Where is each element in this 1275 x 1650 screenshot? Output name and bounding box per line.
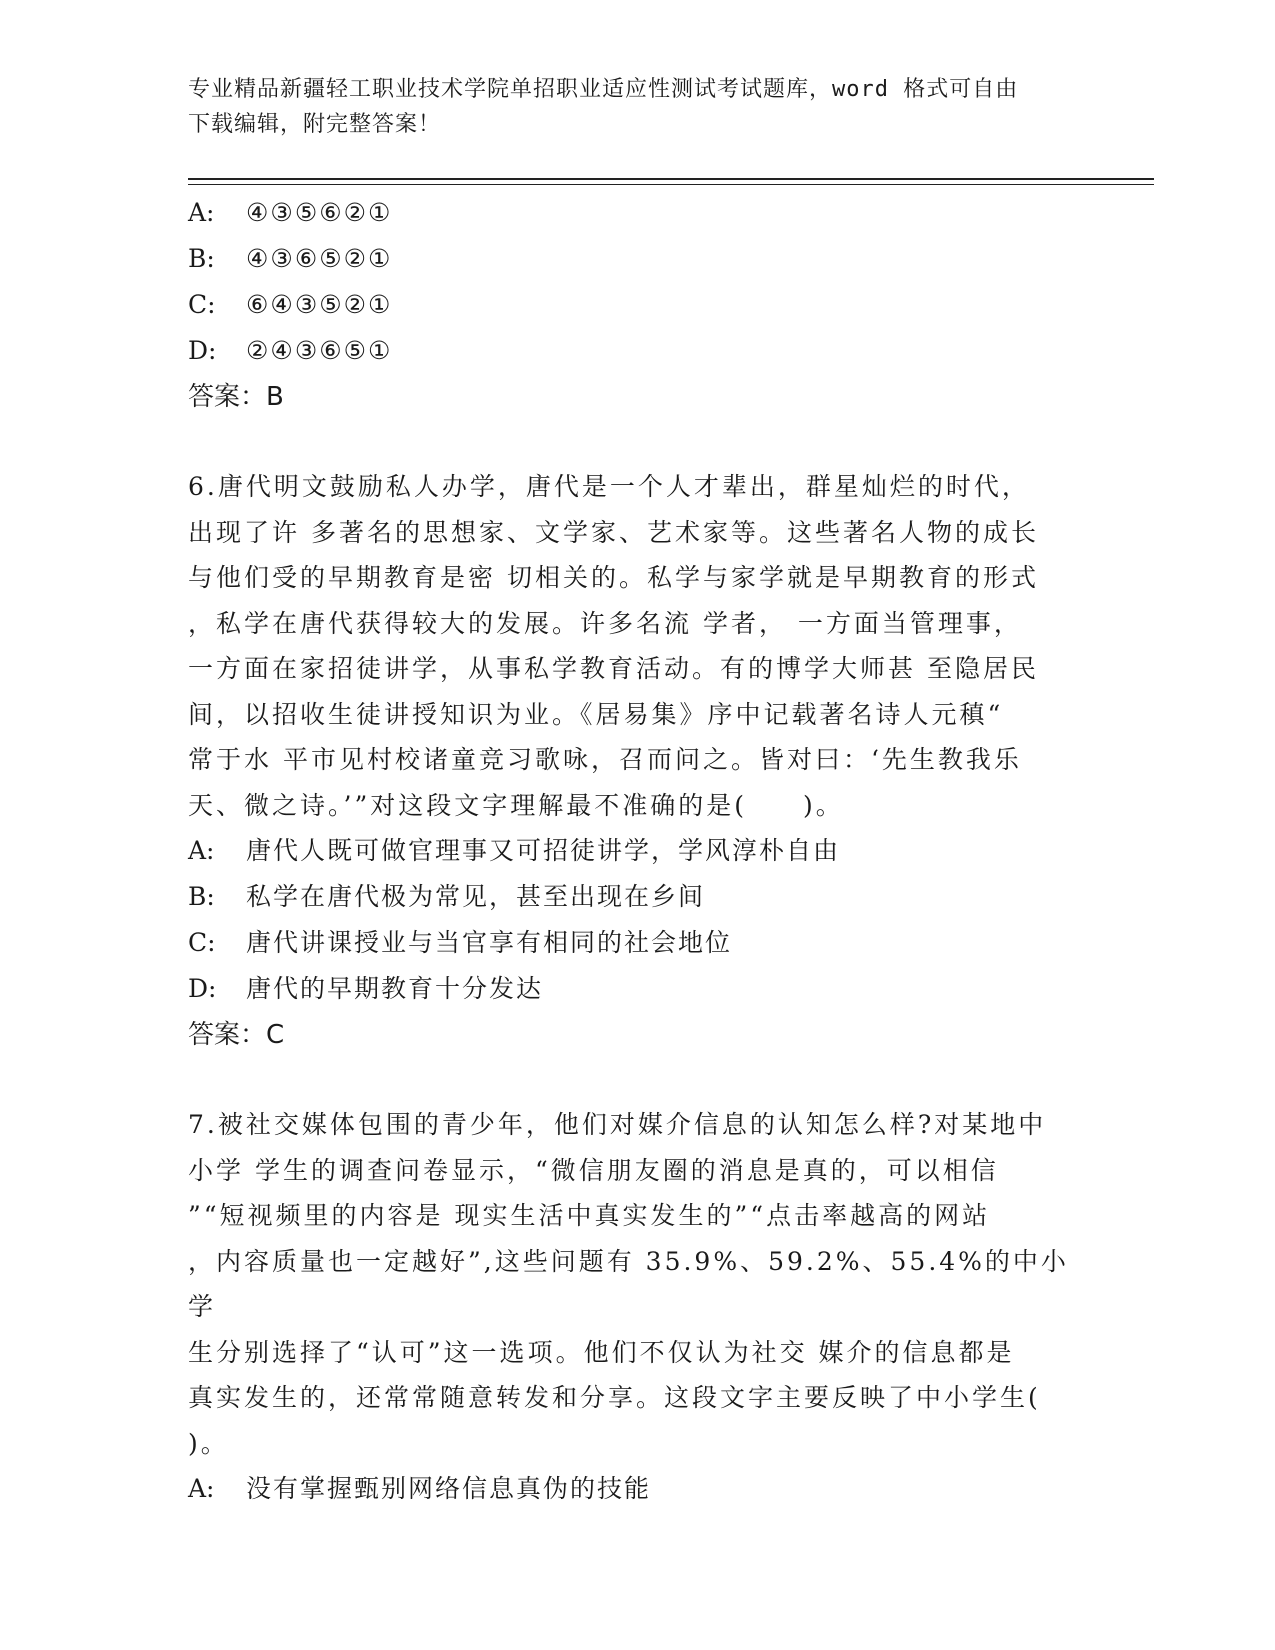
header-line-2: 下载编辑，附完整答案！ bbox=[188, 112, 442, 137]
answer-line: 答案：B bbox=[188, 382, 284, 412]
stem-line: 7.被社交媒体包围的青少年，他们对媒介信息的认知怎么样?对某地中 bbox=[188, 1110, 1047, 1139]
header-rule-thick bbox=[188, 178, 1154, 180]
option-a bbox=[188, 828, 1078, 874]
option-text: ④③⑤⑥②① bbox=[246, 198, 393, 227]
option-text: 私学在唐代极为常见，甚至出现在乡间 bbox=[246, 882, 706, 911]
option-text: 没有掌握甄别网络信息真伪的技能 bbox=[246, 1474, 652, 1503]
question-5-options bbox=[188, 190, 1078, 420]
option-key: A: bbox=[188, 198, 215, 227]
option-key: D: bbox=[188, 336, 217, 365]
option-c bbox=[188, 920, 1078, 966]
option-key: A: bbox=[188, 1474, 215, 1503]
question-6-options bbox=[188, 828, 1078, 1058]
option-text: 唐代的早期教育十分发达 bbox=[246, 974, 544, 1003]
stem-line: 真实发生的，还常常随意转发和分享。这段文字主要反映了中小学生( bbox=[188, 1383, 1041, 1412]
option-d bbox=[188, 328, 1078, 374]
option-key: A: bbox=[188, 836, 215, 865]
option-d bbox=[188, 966, 1078, 1012]
stem-line: 与他们受的早期教育是密 切相关的。私学与家学就是早期教育的形式 bbox=[188, 563, 1039, 592]
option-b bbox=[188, 236, 1078, 282]
stem-line: 出现了许 多著名的思想家、文学家、艺术家等。这些著名人物的成长 bbox=[188, 517, 1039, 547]
stem-line: 生分别选择了“认可”这一选项。他们不仅认为社交 媒介的信息都是 bbox=[188, 1337, 1015, 1367]
header-line-1: 专业精品新疆轻工职业技术学院单招职业适应性测试考试题库，word 格式可自由 bbox=[188, 77, 1019, 102]
option-key: C: bbox=[188, 928, 216, 957]
stem-line: 天、微之诗。’”对这段文字理解最不准确的是( )。 bbox=[188, 790, 844, 820]
stem-line: 常于水 平市见村校诸童竞习歌咏，召而问之。皆对曰：‘先生教我乐 bbox=[188, 745, 1022, 774]
stem-line: )。 bbox=[188, 1428, 229, 1458]
stem-line: 小学 学生的调查问卷显示，“微信朋友圈的消息是真的，可以相信 bbox=[188, 1155, 999, 1185]
document-body bbox=[188, 190, 1078, 1512]
answer-line: 答案：C bbox=[188, 1020, 285, 1050]
option-key: C: bbox=[188, 290, 216, 319]
option-text: ②④③⑥⑤① bbox=[246, 336, 393, 365]
header-rule-thin bbox=[188, 184, 1154, 185]
question-6-stem bbox=[188, 464, 1078, 828]
stem-line: ”“短视频里的内容是 现实生活中真实发生的”“点击率越高的网站 bbox=[188, 1201, 991, 1230]
option-b bbox=[188, 874, 1078, 920]
option-key: D: bbox=[188, 974, 217, 1003]
question-7-options bbox=[188, 1466, 1078, 1512]
page-header bbox=[188, 72, 1068, 142]
option-text: ④③⑥⑤②① bbox=[246, 244, 393, 273]
option-text: 唐代人既可做官理事又可招徒讲学，学风淳朴自由 bbox=[246, 836, 841, 865]
option-c bbox=[188, 282, 1078, 328]
question-7-stem bbox=[188, 1102, 1078, 1466]
option-text: 唐代讲课授业与当官享有相同的社会地位 bbox=[246, 928, 733, 957]
option-a bbox=[188, 190, 1078, 236]
stem-line: ，私学在唐代获得较大的发展。许多名流 学者， 一方面当管理事， bbox=[188, 608, 1022, 638]
option-key: B: bbox=[188, 244, 215, 273]
stem-line: 6.唐代明文鼓励私人办学，唐代是一个人才辈出，群星灿烂的时代， bbox=[188, 472, 1030, 501]
stem-line: 间，以招收生徒讲授知识为业。《居易集》序中记载著名诗人元稹“ bbox=[188, 699, 1004, 729]
stem-line: 一方面在家招徒讲学，从事私学教育活动。有的博学大师甚 至隐居民 bbox=[188, 654, 1039, 683]
option-key: B: bbox=[188, 882, 215, 911]
option-a bbox=[188, 1466, 1078, 1512]
stem-line: ，内容质量也一定越好”,这些问题有 35.9%、59.2%、55.4%的中小学 bbox=[188, 1246, 1069, 1321]
option-text: ⑥④③⑤②① bbox=[246, 290, 393, 319]
